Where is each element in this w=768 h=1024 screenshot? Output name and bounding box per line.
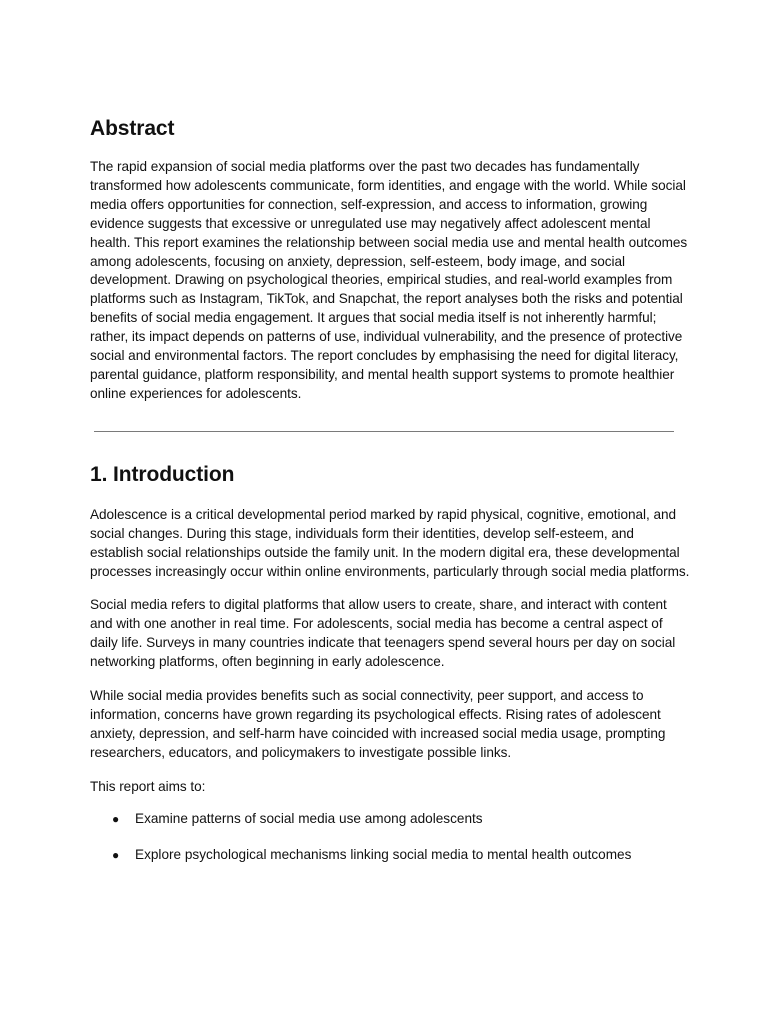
section-divider <box>94 431 674 432</box>
intro-paragraph-1: Adolescence is a critical developmental period marked by rapid physical, cognitive, emotional, and social changes. During this stage, individuals form their identities, develop self-esteem, and establish social relationships outside the family unit. In the modern digital era, these developmental processes increasingly occur within online environments, particularly through social media platforms. <box>90 506 690 579</box>
intro-paragraph-2: Social media refers to digital platforms that allow users to create, share, and interact with content and with one another in real time. For adolescents, social media has become a central aspect of daily life. Surveys in many countries indicate that teenagers spend several hours per day on social networking platforms, often beginning in early adolescence. <box>90 597 676 670</box>
aims-item-text: Examine patterns of social media use among adolescents <box>135 810 483 826</box>
abstract-paragraph: The rapid expansion of social media platforms over the past two decades has fundamentally transformed how adolescents communicate, form identities, and engage with the world. While social media offers opportunities for connection, self-expression, and access to information, growing evidence suggests that excessive or unregulated use may negatively affect adolescent mental health. This report examines the relationship between social media use and mental health outcomes among adolescents, focusing on anxiety, depression, self-esteem, body image, and social development. Drawing on psychological theories, empirical studies, and real-world examples from platforms such as Instagram, TikTok, and Snapchat, the report analyses both the risks and potential benefits of social media engagement. It argues that social media itself is not inherently harmful; rather, its impact depends on patterns of use, individual vulnerability, and the presence of protective social and environmental factors. The report concludes by emphasising the need for digital literacy, parental guidance, platform responsibility, and mental health support systems to promote healthier online experiences for adolescents. <box>90 159 688 401</box>
aims-list-item <box>90 810 690 829</box>
bullet-icon: ● <box>112 811 120 826</box>
aims-label: This report aims to: <box>90 778 206 794</box>
abstract-heading: Abstract <box>90 117 175 140</box>
aims-item-text: Explore psychological mechanisms linking social media to mental health outcomes <box>135 847 632 863</box>
intro-paragraph-3: While social media provides benefits such as social connectivity, peer support, and access to information, concerns have grown regarding its psychological effects. Rising rates of adolescent anxiety, depression, and self-harm have coincided with increased social media usage, prompting researchers, educators, and policymakers to investigate possible links. <box>90 688 666 760</box>
bullet-icon: ● <box>112 848 120 863</box>
aims-list <box>90 810 690 866</box>
aims-list-item <box>90 846 690 865</box>
document-content <box>90 116 690 883</box>
introduction-heading: 1. Introduction <box>90 462 235 486</box>
